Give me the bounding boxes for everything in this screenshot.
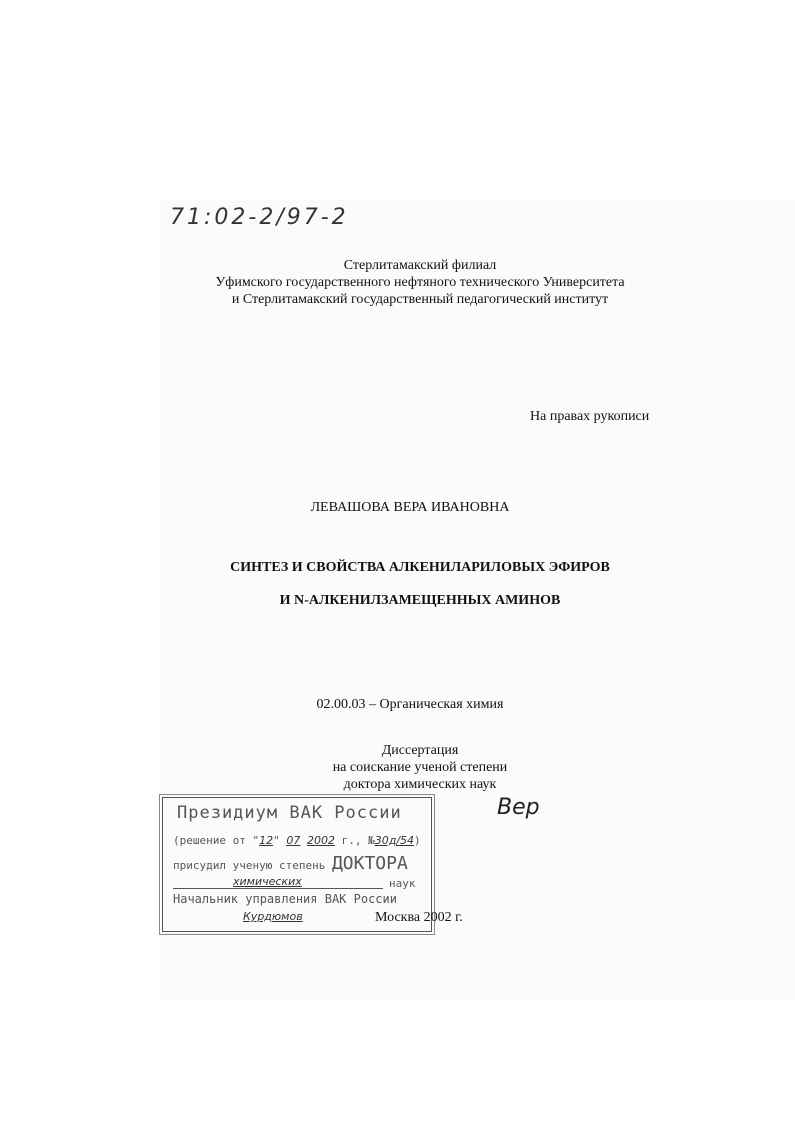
place-year: Москва 2002 г. — [375, 910, 463, 925]
dissertation-block — [280, 742, 560, 793]
institution-block — [160, 257, 680, 308]
stamp-signature: Курдюмов — [243, 910, 303, 923]
handwritten-signature: Вер — [497, 795, 540, 820]
stamp-title: Президиум ВАК России — [177, 803, 402, 823]
dissertation-line-1: Диссертация — [381, 743, 459, 758]
stamp-year: 2002 — [306, 834, 335, 847]
stamp-degree: ДОКТОРА — [331, 853, 408, 874]
specialty: 02.00.03 – Органическая химия — [316, 697, 504, 712]
archive-number: 71:02-2/97-2 — [170, 205, 349, 230]
dissertation-line-3: доктора химических наук — [343, 777, 497, 792]
manuscript-rights: На правах рукописи — [530, 409, 650, 424]
stamp-head-line: Начальник управления ВАК России — [173, 892, 397, 906]
author-name: ЛЕВАШОВА ВЕРА ИВАНОВНА — [310, 500, 510, 515]
thesis-title-line-2: И N-АЛКЕНИЛЗАМЕЩЕННЫХ АМИНОВ — [279, 593, 561, 608]
stamp-field-hand: химических — [233, 875, 302, 888]
dissertation-line-2: на соискание ученой степени — [332, 760, 508, 775]
stamp-decision-line: (решение от "12" 07 2002 г., №30д/54) — [173, 834, 421, 847]
institution-line-1: Стерлитамакский филиал — [343, 258, 497, 273]
stamp-month: 07 — [286, 834, 301, 847]
institution-line-3: и Стерлитамакский государственный педагогический институт — [231, 292, 609, 307]
institution-line-2: Уфимского государственного нефтяного технического Университета — [215, 275, 625, 290]
stamp-number: 30д/54 — [374, 834, 415, 847]
stamp-field-suffix: наук — [389, 877, 416, 890]
stamp-awarded-line: присудил ученую степень ДОКТОРА — [173, 853, 408, 874]
stamp-field-rule — [173, 888, 383, 889]
stamp-day: 12 — [259, 834, 274, 847]
thesis-title-line-1: СИНТЕЗ И СВОЙСТВА АЛКЕНИЛАРИЛОВЫХ ЭФИРОВ — [230, 560, 610, 575]
